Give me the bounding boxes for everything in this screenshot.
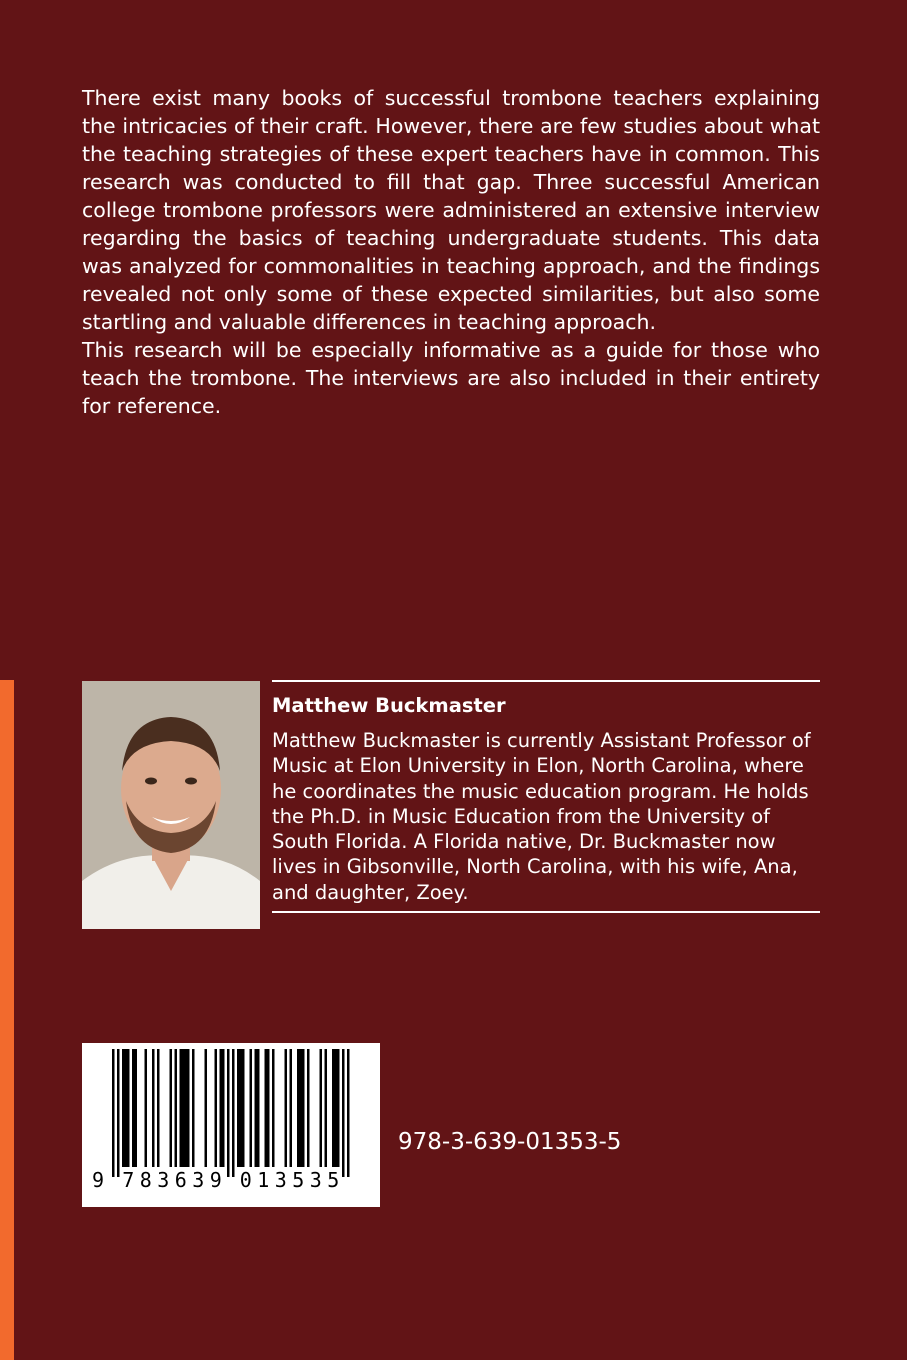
barcode-bar	[302, 1049, 305, 1167]
barcode-bar	[125, 1049, 128, 1167]
author-photo	[82, 681, 260, 929]
barcode-bar	[227, 1049, 230, 1177]
barcode-digit: 9	[91, 1168, 105, 1192]
author-info	[272, 680, 820, 913]
barcode-bar	[205, 1049, 208, 1167]
barcode-bar	[132, 1049, 135, 1167]
barcode-bar	[257, 1049, 260, 1167]
barcode-bar	[290, 1049, 293, 1167]
barcode-bar	[347, 1049, 350, 1177]
barcode-bar	[180, 1049, 183, 1167]
accent-bar	[0, 680, 14, 1360]
barcode-bar	[335, 1049, 338, 1167]
barcode-bar	[240, 1049, 243, 1167]
barcode-bar	[320, 1049, 323, 1167]
barcode-bar	[307, 1049, 310, 1167]
barcode-bar	[135, 1049, 138, 1167]
barcode-digit: 3	[157, 1168, 170, 1192]
barcode-graphic	[82, 1043, 380, 1207]
barcode-digit: 0	[239, 1168, 252, 1192]
barcode-bar	[285, 1049, 288, 1167]
barcode-bar	[337, 1049, 340, 1167]
barcode-bar	[267, 1049, 270, 1167]
barcode-bar	[122, 1049, 125, 1167]
barcode-bar	[157, 1049, 160, 1167]
author-name: Matthew Buckmaster	[272, 694, 506, 717]
barcode-digit: 6	[174, 1168, 187, 1192]
author-bio: Matthew Buckmaster is currently Assistant Professor of Music at Elon University in Elon, North Carolina, where he coordinates the music education program. He holds the Ph.D. in Music Education from the University of South Florida. A Florida native, Dr. Buckmaster now lives in Gibsonville, North Carolina, with his wife, Ana, and daughter, Zoey.	[272, 729, 811, 904]
barcode-bar	[170, 1049, 173, 1167]
isbn-number: 978-3-639-01353-5	[398, 1129, 622, 1155]
blurb-paragraph-1: There exist many books of successful trombone teachers explaining the intricacies of their craft. However, there are few studies about what the teaching strategies of these expert teachers have in common. This research was conducted to fill that gap. Three successful American college trombone professors were administered an extensive interview regarding the basics of teaching undergraduate students. This data was analyzed for commonalities in teaching approach, and the findings revealed not only some of these expected similarities, but also some startling and valuable differences in teaching approach.	[82, 86, 820, 334]
barcode-bar	[192, 1049, 195, 1167]
barcode-bar	[185, 1049, 188, 1167]
barcode-bar	[255, 1049, 258, 1167]
bottom-divider	[272, 911, 820, 913]
barcode-bar	[152, 1049, 155, 1167]
barcode-digit: 5	[327, 1168, 340, 1192]
barcode-bar	[237, 1049, 240, 1167]
barcode-bar	[342, 1049, 345, 1177]
barcode-bar	[297, 1049, 300, 1167]
barcode-bar	[332, 1049, 335, 1167]
barcode-bar	[325, 1049, 328, 1167]
barcode-digit: 7	[122, 1168, 135, 1192]
barcode-bar	[300, 1049, 303, 1167]
barcode-bar	[232, 1049, 235, 1177]
top-divider	[272, 680, 820, 682]
barcode	[82, 1043, 380, 1207]
barcode-bar	[117, 1049, 120, 1177]
barcode-digit: 1	[257, 1168, 270, 1192]
back-cover-blurb	[82, 84, 820, 420]
barcode-bar	[187, 1049, 190, 1167]
barcode-bar	[265, 1049, 268, 1167]
barcode-digit: 9	[209, 1168, 222, 1192]
barcode-bar	[250, 1049, 253, 1167]
barcode-bar	[175, 1049, 178, 1167]
barcode-bar	[145, 1049, 148, 1167]
barcode-bar	[112, 1049, 115, 1177]
barcode-bar	[242, 1049, 245, 1167]
barcode-digit: 3	[274, 1168, 287, 1192]
barcode-bar	[222, 1049, 225, 1167]
barcode-bar	[272, 1049, 275, 1167]
barcode-digit: 5	[292, 1168, 305, 1192]
barcode-digit: 3	[309, 1168, 322, 1192]
barcode-bar	[220, 1049, 223, 1167]
barcode-digit: 3	[192, 1168, 205, 1192]
barcode-bar	[127, 1049, 130, 1167]
barcode-digit: 8	[139, 1168, 152, 1192]
barcode-bar	[182, 1049, 185, 1167]
blurb-paragraph-2: This research will be especially informative as a guide for those who teach the trombone. The interviews are also included in their entirety for reference.	[82, 338, 820, 418]
barcode-bar	[215, 1049, 218, 1167]
